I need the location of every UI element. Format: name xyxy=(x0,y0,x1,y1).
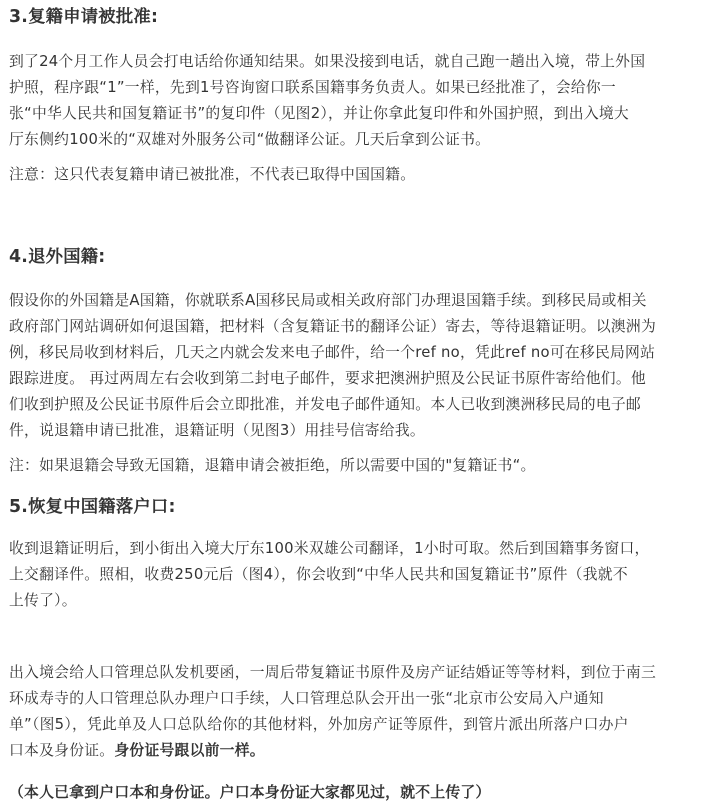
section-3-colon: : xyxy=(150,7,159,27)
paragraph-line-last xyxy=(9,738,709,764)
section-3-number: 3. xyxy=(9,7,29,27)
closing-remark xyxy=(9,780,709,806)
section-3-heading xyxy=(9,4,158,30)
section-5-heading xyxy=(9,494,176,520)
closing-line: （本人已拿到户口本和身份证。户口本身份证大家都见过，就不上传了） xyxy=(9,784,491,801)
section-4-colon: : xyxy=(98,247,106,267)
section-5-title: 恢复中国籍落户口 xyxy=(28,497,169,517)
paragraph-line: 张“中华人民共和国复籍证书”的复印件（见图2），并让你拿此复印件和外国护照，到出入境大 xyxy=(9,105,629,122)
section-4-note xyxy=(9,453,709,479)
paragraph-line: 跟踪进度。 再过两周左右会收到第二封电子邮件，要求把澳洲护照及公民证书原件寄给他们。他 xyxy=(9,370,646,387)
section-3-paragraph xyxy=(9,49,709,153)
section-4-paragraph xyxy=(9,288,709,444)
section-3-title: 复籍申请被批准 xyxy=(28,7,151,27)
paragraph-line: 出入境会给人口管理总队发机要函，一周后带复籍证书原件及房产证结婚证等等材料，到位于南三 xyxy=(9,664,657,681)
section-5-number: 5. xyxy=(9,497,29,517)
paragraph-line: 收到退籍证明后，到小街出入境大厅东100米双雄公司翻译，1小时可取。然后到国籍事务窗口， xyxy=(9,540,650,557)
section-5-paragraph xyxy=(9,536,709,614)
hukou-last-plain: 口本及身份证。 xyxy=(9,742,115,759)
section-5-colon: : xyxy=(168,497,176,517)
section-4-heading xyxy=(9,244,105,270)
id-number-note: 身份证号跟以前一样。 xyxy=(114,742,265,759)
paragraph-line: 护照，程序跟“1”一样，先到1号咨询窗口联系国籍事务负责人。如果已经批准了，会给你一 xyxy=(9,79,616,96)
hukou-paragraph xyxy=(9,660,709,764)
paragraph-line: 上传了）。 xyxy=(9,592,77,609)
section-4-number: 4. xyxy=(9,247,29,267)
paragraph-line: 件，说退籍申请已批准，退籍证明（见图3）用挂号信寄给我。 xyxy=(9,422,425,439)
paragraph-line: 到了24个月工作人员会打电话给你通知结果。如果没接到电话，就自己跑一趟出入境，带上外国 xyxy=(9,53,646,70)
section-4-title: 退外国籍 xyxy=(28,247,99,267)
paragraph-line: 环成寿寺的人口管理总队办理户口手续，人口管理总队会开出一张“北京市公安局入户通知 xyxy=(9,690,604,707)
paragraph-line: 厅东侧约100米的“双雄对外服务公司“做翻译公证。几天后拿到公证书。 xyxy=(9,131,491,148)
note-line: 注：如果退籍会导致无国籍，退籍申请会被拒绝，所以需要中国的"复籍证书“。 xyxy=(9,457,536,474)
paragraph-line: 政府部门网站调研如何退国籍，把材料（含复籍证书的翻译公证）寄去，等待退籍证明。以澳洲为 xyxy=(9,318,657,335)
paragraph-line: 上交翻译件。照相，收费250元后（图4），你会收到“中华人民共和国复籍证书”原件（我就不 xyxy=(9,566,628,583)
paragraph-line: 们收到护照及公民证书原件后会立即批准，并发电子邮件通知。本人已收到澳洲移民局的电子邮 xyxy=(9,396,641,413)
note-line: 注意：这只代表复籍申请已被批准，不代表已取得中国国籍。 xyxy=(9,166,416,183)
section-3-note xyxy=(9,162,709,188)
paragraph-line: 例，移民局收到材料后，几天之内就会发来电子邮件，给一个ref no，凭此ref no可在移民局网站 xyxy=(9,344,656,361)
paragraph-line: 单”（图5），凭此单及人口总队给你的其他材料，外加房产证等原件，到管片派出所落户口办户 xyxy=(9,716,629,733)
paragraph-line: 假设你的外国籍是A国籍，你就联系A国移民局或相关政府部门办理退国籍手续。到移民局或相关 xyxy=(9,292,647,309)
